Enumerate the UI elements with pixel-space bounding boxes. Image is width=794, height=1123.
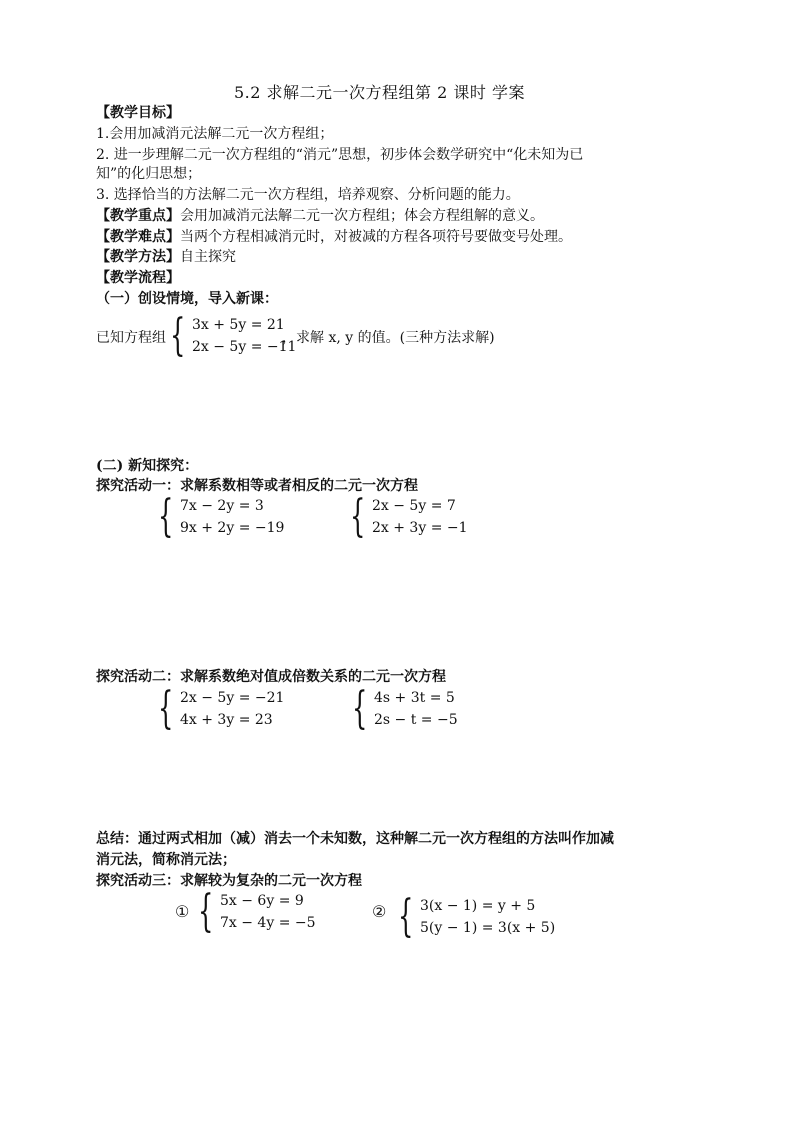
method-text: 自主探究	[180, 249, 236, 265]
brace-icon: {	[352, 683, 368, 734]
objectives-heading: 【教学目标】	[96, 105, 180, 121]
objective-2-cont: 知”的化归思想；	[96, 166, 202, 182]
brace-icon: {	[158, 683, 174, 734]
equation: 7x − 2y = 3	[180, 498, 264, 514]
section1-prefix: 已知方程组	[96, 330, 166, 346]
item-marker-2: ②	[372, 902, 387, 921]
page-title: 5.2 求解二元一次方程组第 2 课时 学案	[234, 83, 525, 102]
section1-suffix: ，求解 x, y 的值。(三种方法求解)	[282, 330, 495, 346]
activity2-system-b	[352, 683, 458, 734]
section2-heading: (二) 新知探究：	[96, 458, 199, 474]
method-label: 【教学方法】	[96, 249, 180, 265]
activity1-system-b	[350, 491, 468, 542]
activity2-title: 探究活动二：求解系数绝对值成倍数关系的二元一次方程	[96, 669, 446, 685]
equation: 2x + 3y = −1	[372, 520, 468, 536]
equation: 3x + 5y = 21	[192, 317, 285, 333]
summary-line-2: 消元法，简称消元法；	[96, 852, 236, 868]
equation: 7x − 4y = −5	[220, 915, 316, 931]
difficulty-text: 当两个方程相减消元时，对被减的方程各项符号要做变号处理。	[180, 229, 572, 245]
brace-icon: {	[170, 310, 186, 361]
item-marker-1: ①	[175, 902, 190, 921]
flow-heading: 【教学流程】	[96, 270, 180, 286]
difficulty	[96, 227, 572, 247]
equation: 2x − 5y = 7	[372, 498, 456, 514]
equation: 2x − 5y = −21	[180, 690, 285, 706]
section1-heading: （一）创设情境，导入新课：	[96, 291, 278, 307]
brace-icon: {	[198, 886, 214, 937]
key-point-text: 会用加减消元法解二元一次方程组；体会方程组解的意义。	[180, 208, 544, 224]
brace-icon: {	[398, 891, 414, 942]
equation: 5(y − 1) = 3(x + 5)	[420, 920, 556, 936]
section1-system	[170, 310, 297, 361]
difficulty-label: 【教学难点】	[96, 229, 180, 245]
equation: 4s + 3t = 5	[374, 690, 455, 706]
equation: 2s − t = −5	[374, 712, 458, 728]
equation: 9x + 2y = −19	[180, 520, 285, 536]
activity3-system-a	[198, 886, 316, 937]
objective-2: 2. 进一步理解二元一次方程组的“消元”思想，初步体会数学研究中“化未知为已	[96, 147, 584, 163]
equation: 5x − 6y = 9	[220, 893, 304, 909]
activity3-title: 探究活动三：求解较为复杂的二元一次方程	[96, 873, 362, 889]
equation: 2x − 5y = −11	[192, 339, 297, 355]
brace-icon: {	[158, 491, 174, 542]
activity1-title: 探究活动一：求解系数相等或者相反的二元一次方程	[96, 478, 418, 494]
equation: 4x + 3y = 23	[180, 712, 273, 728]
key-point	[96, 206, 544, 226]
key-point-label: 【教学重点】	[96, 208, 180, 224]
method	[96, 247, 236, 267]
activity1-system-a	[158, 491, 285, 542]
brace-icon: {	[350, 491, 366, 542]
activity2-system-a	[158, 683, 285, 734]
objective-1: 1.会用加减消元法解二元一次方程组；	[96, 126, 334, 142]
summary-line-1: 总结：通过两式相加（减）消去一个未知数，这种解二元一次方程组的方法叫作加减	[96, 831, 614, 847]
objective-3: 3. 选择恰当的方法解二元一次方程组，培养观察、分析问题的能力。	[96, 187, 520, 203]
equation: 3(x − 1) = y + 5	[420, 898, 536, 914]
activity3-system-b	[398, 891, 556, 942]
